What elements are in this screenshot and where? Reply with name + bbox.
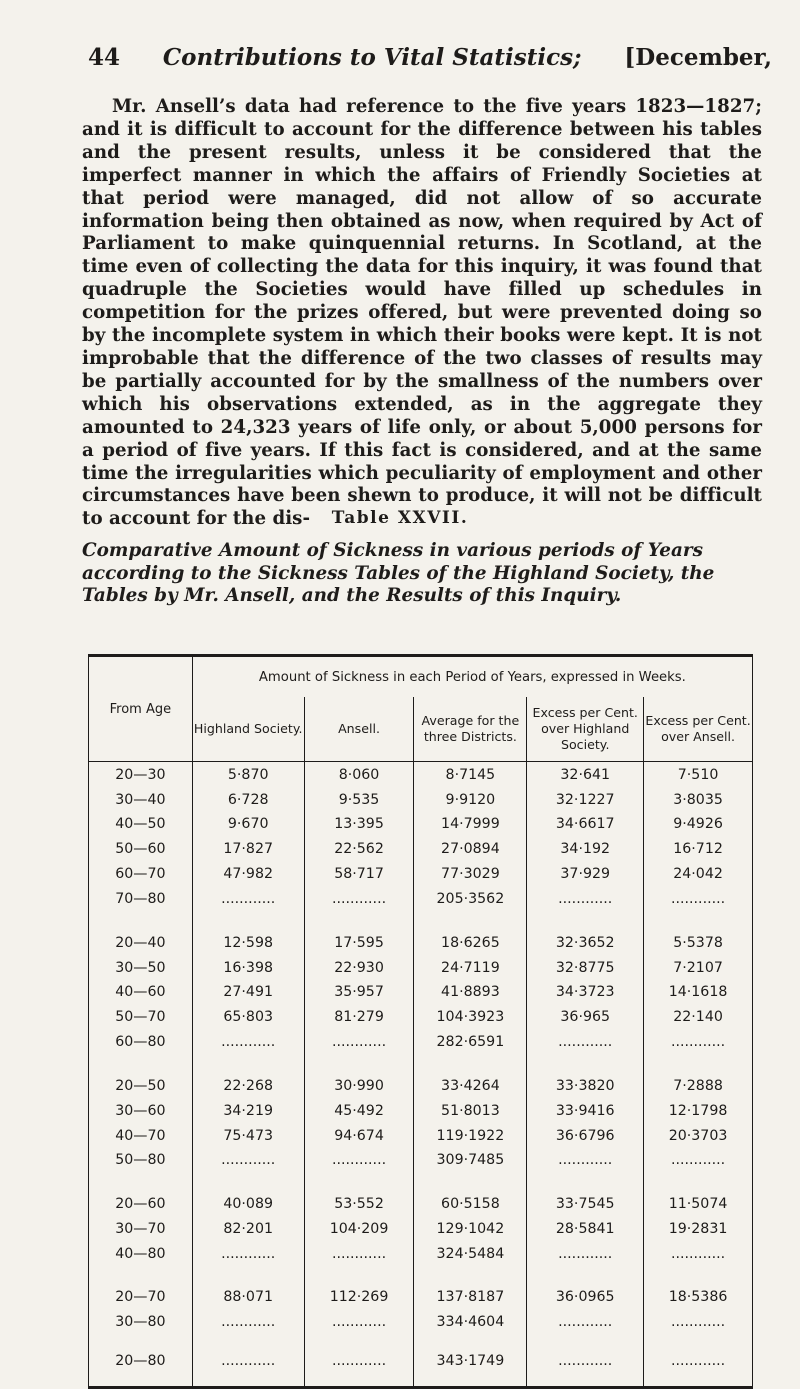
value-cell: 32·1227 <box>527 787 644 812</box>
value-cell: 282·6591 <box>414 1030 527 1055</box>
value-cell: 77·3029 <box>414 862 527 887</box>
value-cell: ............ <box>192 1241 304 1266</box>
age-range-cell: 20—80 <box>89 1353 193 1387</box>
body-paragraph: Mr. Ansell’s data had reference to the five years 1823—1827; and it is difficult to account for the difference between his tables and the present results, unless it be considered that the imperfect manner in which the affairs of Friendly Societies at that period were managed, did not allow of so accurate information being then obtained as now, when required by Act of Parliament to make quinquennial returns. In Scotland, at the time even of collecting the data for this inquiry, it was found that quadruple the Societies would have filled up schedules in competition for the prizes offered, but were prevented doing so by the incomplete system in which their books were kept. It is not improbable that the difference of the two classes of results may be partially accounted for by the smallness of the numbers over which his observations extended, as in the aggregate they amounted to 24,323 years of life only, or about 5,000 persons for a period of five years. If this fact is considered, and at the same time the irregularities which peculiarity of employment and other circumstances have been shewn to produce, it will not be difficult to account for the dis- <box>82 96 762 530</box>
column-header: Average for the three Districts. <box>414 697 527 762</box>
spacer-cell <box>414 1055 527 1074</box>
age-range-cell: 20—30 <box>89 762 193 788</box>
spacer-cell <box>192 1173 304 1192</box>
value-cell: ............ <box>304 1353 414 1387</box>
value-cell: 7·510 <box>644 762 753 788</box>
spacer-cell <box>414 1266 527 1285</box>
value-cell: ............ <box>644 1148 753 1173</box>
value-cell: 81·279 <box>304 1005 414 1030</box>
spacer-cell <box>414 1335 527 1354</box>
table-row <box>89 812 753 837</box>
spacer-cell <box>644 1335 753 1354</box>
value-cell: 11·5074 <box>644 1192 753 1217</box>
age-range-cell: 60—70 <box>89 862 193 887</box>
spacer-cell <box>644 1055 753 1074</box>
age-range-cell: 40—80 <box>89 1241 193 1266</box>
table-row <box>89 762 753 788</box>
table-row <box>89 1123 753 1148</box>
value-cell: 18·5386 <box>644 1285 753 1310</box>
value-cell: 41·8893 <box>414 980 527 1005</box>
spacer-cell <box>192 912 304 931</box>
value-cell: 36·6796 <box>527 1123 644 1148</box>
age-range-cell: 60—80 <box>89 1030 193 1055</box>
age-range-cell: 30—40 <box>89 787 193 812</box>
value-cell: 32·641 <box>527 762 644 788</box>
spacer-cell <box>304 1335 414 1354</box>
value-cell: 36·0965 <box>527 1285 644 1310</box>
spacer-cell <box>192 1335 304 1354</box>
spacer-cell <box>304 1173 414 1192</box>
value-cell: ............ <box>527 1148 644 1173</box>
value-cell: ............ <box>644 887 753 912</box>
spacer-cell <box>89 912 193 931</box>
value-cell: ............ <box>304 1310 414 1335</box>
table-row <box>89 930 753 955</box>
spacer-cell <box>304 912 414 931</box>
value-cell: 40·089 <box>192 1192 304 1217</box>
value-cell: ............ <box>304 887 414 912</box>
value-cell: 324·5484 <box>414 1241 527 1266</box>
value-cell: ............ <box>644 1310 753 1335</box>
group-spacer <box>89 1266 753 1285</box>
value-cell: 334·4604 <box>414 1310 527 1335</box>
group-spacer <box>89 1173 753 1192</box>
age-range-cell: 50—70 <box>89 1005 193 1030</box>
table-label: Table XXVII. <box>331 508 469 528</box>
value-cell: 34·192 <box>527 837 644 862</box>
page-header <box>88 44 772 84</box>
value-cell: 88·071 <box>192 1285 304 1310</box>
table-row <box>89 837 753 862</box>
value-cell: 27·0894 <box>414 837 527 862</box>
value-cell: 27·491 <box>192 980 304 1005</box>
value-cell: 22·268 <box>192 1073 304 1098</box>
table-row <box>89 1285 753 1310</box>
value-cell: 13·395 <box>304 812 414 837</box>
spacer-cell <box>304 1266 414 1285</box>
age-range-cell: 70—80 <box>89 887 193 912</box>
spacer-cell <box>192 1266 304 1285</box>
table-row <box>89 980 753 1005</box>
value-cell: 24·7119 <box>414 955 527 980</box>
value-cell: 112·269 <box>304 1285 414 1310</box>
table-row <box>89 955 753 980</box>
spacer-cell <box>304 1055 414 1074</box>
value-cell: ............ <box>527 1310 644 1335</box>
value-cell: 34·3723 <box>527 980 644 1005</box>
value-cell: 5·5378 <box>644 930 753 955</box>
table-caption: Comparative Amount of Sickness in various periods of Years according to the Sickness Tables of the Highland Society, the Tables by Mr. Ansell, and the Results of this Inquiry. <box>82 540 715 606</box>
value-cell: ............ <box>304 1241 414 1266</box>
age-range-cell: 20—40 <box>89 930 193 955</box>
age-range-cell: 30—60 <box>89 1098 193 1123</box>
value-cell: 58·717 <box>304 862 414 887</box>
value-cell: 6·728 <box>192 787 304 812</box>
value-cell: 22·930 <box>304 955 414 980</box>
table-row <box>89 887 753 912</box>
value-cell: 12·1798 <box>644 1098 753 1123</box>
age-range-cell: 30—70 <box>89 1216 193 1241</box>
value-cell: 104·209 <box>304 1216 414 1241</box>
value-cell: 30·990 <box>304 1073 414 1098</box>
table-row <box>89 1148 753 1173</box>
value-cell: 9·535 <box>304 787 414 812</box>
value-cell: ............ <box>304 1030 414 1055</box>
age-range-cell: 30—80 <box>89 1310 193 1335</box>
table-row <box>89 1353 753 1387</box>
table-row <box>89 1216 753 1241</box>
value-cell: 47·982 <box>192 862 304 887</box>
value-cell: 32·3652 <box>527 930 644 955</box>
spacer-cell <box>414 1173 527 1192</box>
value-cell: 16·398 <box>192 955 304 980</box>
value-cell: 7·2107 <box>644 955 753 980</box>
value-cell: 32·8775 <box>527 955 644 980</box>
value-cell: 75·473 <box>192 1123 304 1148</box>
value-cell: ............ <box>527 887 644 912</box>
group-spacer <box>89 912 753 931</box>
value-cell: 33·7545 <box>527 1192 644 1217</box>
value-cell: 65·803 <box>192 1005 304 1030</box>
value-cell: 18·6265 <box>414 930 527 955</box>
column-header: Ansell. <box>304 697 414 762</box>
value-cell: 33·3820 <box>527 1073 644 1098</box>
table-row <box>89 1241 753 1266</box>
value-cell: ............ <box>527 1241 644 1266</box>
value-cell: 14·1618 <box>644 980 753 1005</box>
value-cell: 8·060 <box>304 762 414 788</box>
page-number: 44 <box>88 44 121 71</box>
value-cell: ............ <box>192 887 304 912</box>
table-row <box>89 1310 753 1335</box>
value-cell: ............ <box>527 1030 644 1055</box>
table-row <box>89 1098 753 1123</box>
value-cell: 35·957 <box>304 980 414 1005</box>
value-cell: ............ <box>192 1310 304 1335</box>
spacer-cell <box>644 1173 753 1192</box>
age-range-cell: 20—50 <box>89 1073 193 1098</box>
value-cell: 17·595 <box>304 930 414 955</box>
age-range-cell: 40—60 <box>89 980 193 1005</box>
spacer-cell <box>414 912 527 931</box>
value-cell: 60·5158 <box>414 1192 527 1217</box>
value-cell: 9·670 <box>192 812 304 837</box>
spacer-cell <box>527 912 644 931</box>
spacer-cell <box>527 1173 644 1192</box>
value-cell: 9·9120 <box>414 787 527 812</box>
spacer-cell <box>644 912 753 931</box>
running-month: [December, <box>624 44 772 71</box>
value-cell: 36·965 <box>527 1005 644 1030</box>
value-cell: 94·674 <box>304 1123 414 1148</box>
value-cell: 119·1922 <box>414 1123 527 1148</box>
age-range-cell: 50—60 <box>89 837 193 862</box>
value-cell: 309·7485 <box>414 1148 527 1173</box>
spacer-cell <box>644 1266 753 1285</box>
spacer-cell <box>89 1173 193 1192</box>
value-cell: 137·8187 <box>414 1285 527 1310</box>
value-cell: 53·552 <box>304 1192 414 1217</box>
value-cell: 33·9416 <box>527 1098 644 1123</box>
value-cell: 9·4926 <box>644 812 753 837</box>
value-cell: 24·042 <box>644 862 753 887</box>
spanning-header: Amount of Sickness in each Period of Years, expressed in Weeks. <box>192 656 752 698</box>
value-cell: 34·6617 <box>527 812 644 837</box>
age-range-cell: 40—50 <box>89 812 193 837</box>
group-spacer <box>89 1055 753 1074</box>
value-cell: ............ <box>644 1030 753 1055</box>
table-row <box>89 1192 753 1217</box>
spacer-cell <box>527 1266 644 1285</box>
value-cell: 8·7145 <box>414 762 527 788</box>
value-cell: 3·8035 <box>644 787 753 812</box>
sickness-table <box>88 654 753 1389</box>
column-header: Highland Society. <box>192 697 304 762</box>
value-cell: 104·3923 <box>414 1005 527 1030</box>
spacer-cell <box>192 1055 304 1074</box>
spacer-cell <box>89 1266 193 1285</box>
value-cell: 22·562 <box>304 837 414 862</box>
value-cell: ............ <box>644 1241 753 1266</box>
age-range-cell: 30—50 <box>89 955 193 980</box>
column-header: Excess per Cent. over Ansell. <box>644 697 753 762</box>
value-cell: 20·3703 <box>644 1123 753 1148</box>
value-cell: ............ <box>192 1148 304 1173</box>
table-row <box>89 1073 753 1098</box>
value-cell: 28·5841 <box>527 1216 644 1241</box>
spacer-cell <box>89 1055 193 1074</box>
value-cell: 129·1042 <box>414 1216 527 1241</box>
value-cell: 12·598 <box>192 930 304 955</box>
table-row <box>89 787 753 812</box>
value-cell: 51·8013 <box>414 1098 527 1123</box>
value-cell: 14·7999 <box>414 812 527 837</box>
value-cell: 22·140 <box>644 1005 753 1030</box>
value-cell: ............ <box>304 1148 414 1173</box>
value-cell: ............ <box>192 1353 304 1387</box>
value-cell: 5·870 <box>192 762 304 788</box>
table-row <box>89 1030 753 1055</box>
spacer-cell <box>89 1335 193 1354</box>
table-row <box>89 1005 753 1030</box>
age-range-cell: 50—80 <box>89 1148 193 1173</box>
value-cell: 343·1749 <box>414 1353 527 1387</box>
column-header: Excess per Cent. over Highland Society. <box>527 697 644 762</box>
value-cell: 45·492 <box>304 1098 414 1123</box>
value-cell: 37·929 <box>527 862 644 887</box>
value-cell: 7·2888 <box>644 1073 753 1098</box>
value-cell: 17·827 <box>192 837 304 862</box>
age-range-cell: 40—70 <box>89 1123 193 1148</box>
table-body <box>89 762 753 1388</box>
group-spacer <box>89 1335 753 1354</box>
age-range-cell: 20—70 <box>89 1285 193 1310</box>
value-cell: ............ <box>644 1353 753 1387</box>
age-range-cell: 20—60 <box>89 1192 193 1217</box>
value-cell: 19·2831 <box>644 1216 753 1241</box>
value-cell: 34·219 <box>192 1098 304 1123</box>
value-cell: ............ <box>192 1030 304 1055</box>
value-cell: 205·3562 <box>414 887 527 912</box>
value-cell: ............ <box>527 1353 644 1387</box>
value-cell: 33·4264 <box>414 1073 527 1098</box>
value-cell: 16·712 <box>644 837 753 862</box>
table-row <box>89 862 753 887</box>
running-title: Contributions to Vital Statistics; <box>162 44 582 71</box>
spacer-cell <box>527 1055 644 1074</box>
value-cell: 82·201 <box>192 1216 304 1241</box>
spacer-cell <box>527 1335 644 1354</box>
age-column-header: From Age <box>89 656 193 762</box>
